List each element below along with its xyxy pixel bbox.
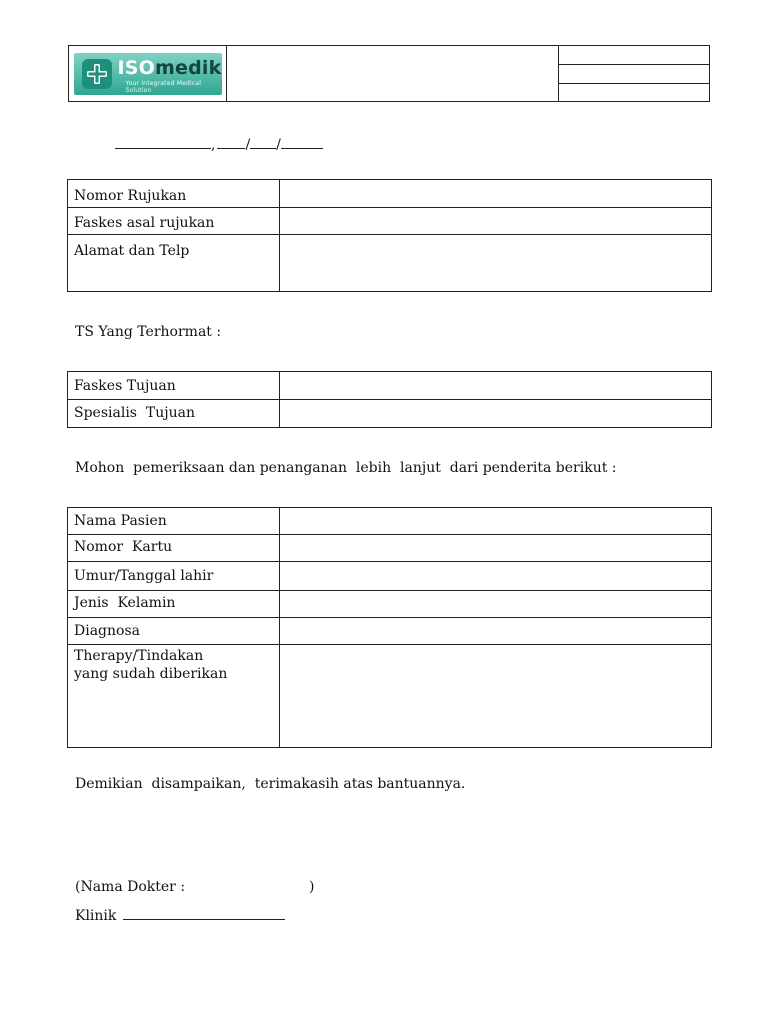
therapy-label-line1: Therapy/Tindakan: [74, 648, 204, 664]
address-phone-field[interactable]: [280, 235, 712, 292]
patient-table: [67, 507, 712, 748]
year-blank[interactable]: [281, 136, 323, 149]
doctor-name-close: ): [309, 879, 315, 895]
table-row: [68, 208, 712, 235]
address-phone-label: Alamat dan Telp: [68, 235, 280, 292]
request-text: Mohon pemeriksaan dan penanganan lebih lanjut dari penderita berikut :: [75, 460, 617, 476]
table-row: [68, 562, 712, 591]
referral-number-label: Nomor Rujukan: [68, 180, 280, 208]
table-row: [68, 400, 712, 428]
logo-wordmark: ISOmedik: [117, 56, 222, 79]
clinic-label: Klinik: [75, 908, 117, 924]
diagnosis-label: Diagnosa: [68, 618, 280, 645]
therapy-field[interactable]: [280, 645, 712, 748]
clinic-line: [75, 907, 285, 924]
table-row: [68, 180, 712, 208]
month-blank[interactable]: [250, 136, 276, 149]
table-row: [68, 508, 712, 535]
therapy-label-line2: yang sudah diberikan: [74, 666, 228, 682]
destination-facility-label: Faskes Tujuan: [68, 372, 280, 400]
header-title-cell: [227, 46, 559, 101]
medical-cross-icon: [82, 59, 112, 89]
table-row: [68, 645, 712, 748]
destination-table: [67, 371, 712, 428]
gender-label: Jenis Kelamin: [68, 591, 280, 618]
header-meta-cell-1: [559, 46, 709, 65]
destination-facility-field[interactable]: [280, 372, 712, 400]
origin-facility-field[interactable]: [280, 208, 712, 235]
city-blank[interactable]: [115, 136, 211, 149]
referral-table: [67, 179, 712, 292]
header-meta-cell-3: [559, 84, 709, 101]
age-birthdate-field[interactable]: [280, 562, 712, 591]
destination-specialist-label: Spesialis Tujuan: [68, 400, 280, 428]
card-number-field[interactable]: [280, 535, 712, 562]
table-row: [68, 235, 712, 292]
table-row: [68, 618, 712, 645]
header-meta-cell-2: [559, 65, 709, 84]
table-row: [68, 372, 712, 400]
age-birthdate-label: Umur/Tanggal lahir: [68, 562, 280, 591]
day-blank[interactable]: [217, 136, 245, 149]
origin-facility-label: Faskes asal rujukan: [68, 208, 280, 235]
doctor-name-line: [75, 879, 185, 895]
logo-cell: [69, 46, 227, 101]
clinic-blank[interactable]: [123, 907, 285, 920]
logo-tagline: Your Integrated Medical Solution: [125, 79, 202, 94]
isomedik-logo: [74, 53, 222, 95]
greeting-text: TS Yang Terhormat :: [75, 324, 222, 340]
diagnosis-field[interactable]: [280, 618, 712, 645]
card-number-label: Nomor Kartu: [68, 535, 280, 562]
date-line: , / /: [115, 136, 323, 153]
patient-name-field[interactable]: [280, 508, 712, 535]
patient-name-label: Nama Pasien: [68, 508, 280, 535]
closing-text: Demikian disampaikan, terimakasih atas bantuannya.: [75, 776, 466, 792]
doctor-name-label: (Nama Dokter :: [75, 879, 186, 895]
destination-specialist-field[interactable]: [280, 400, 712, 428]
gender-field[interactable]: [280, 591, 712, 618]
document-header: [68, 45, 710, 102]
therapy-label: [68, 645, 280, 748]
table-row: [68, 535, 712, 562]
table-row: [68, 591, 712, 618]
referral-number-field[interactable]: [280, 180, 712, 208]
